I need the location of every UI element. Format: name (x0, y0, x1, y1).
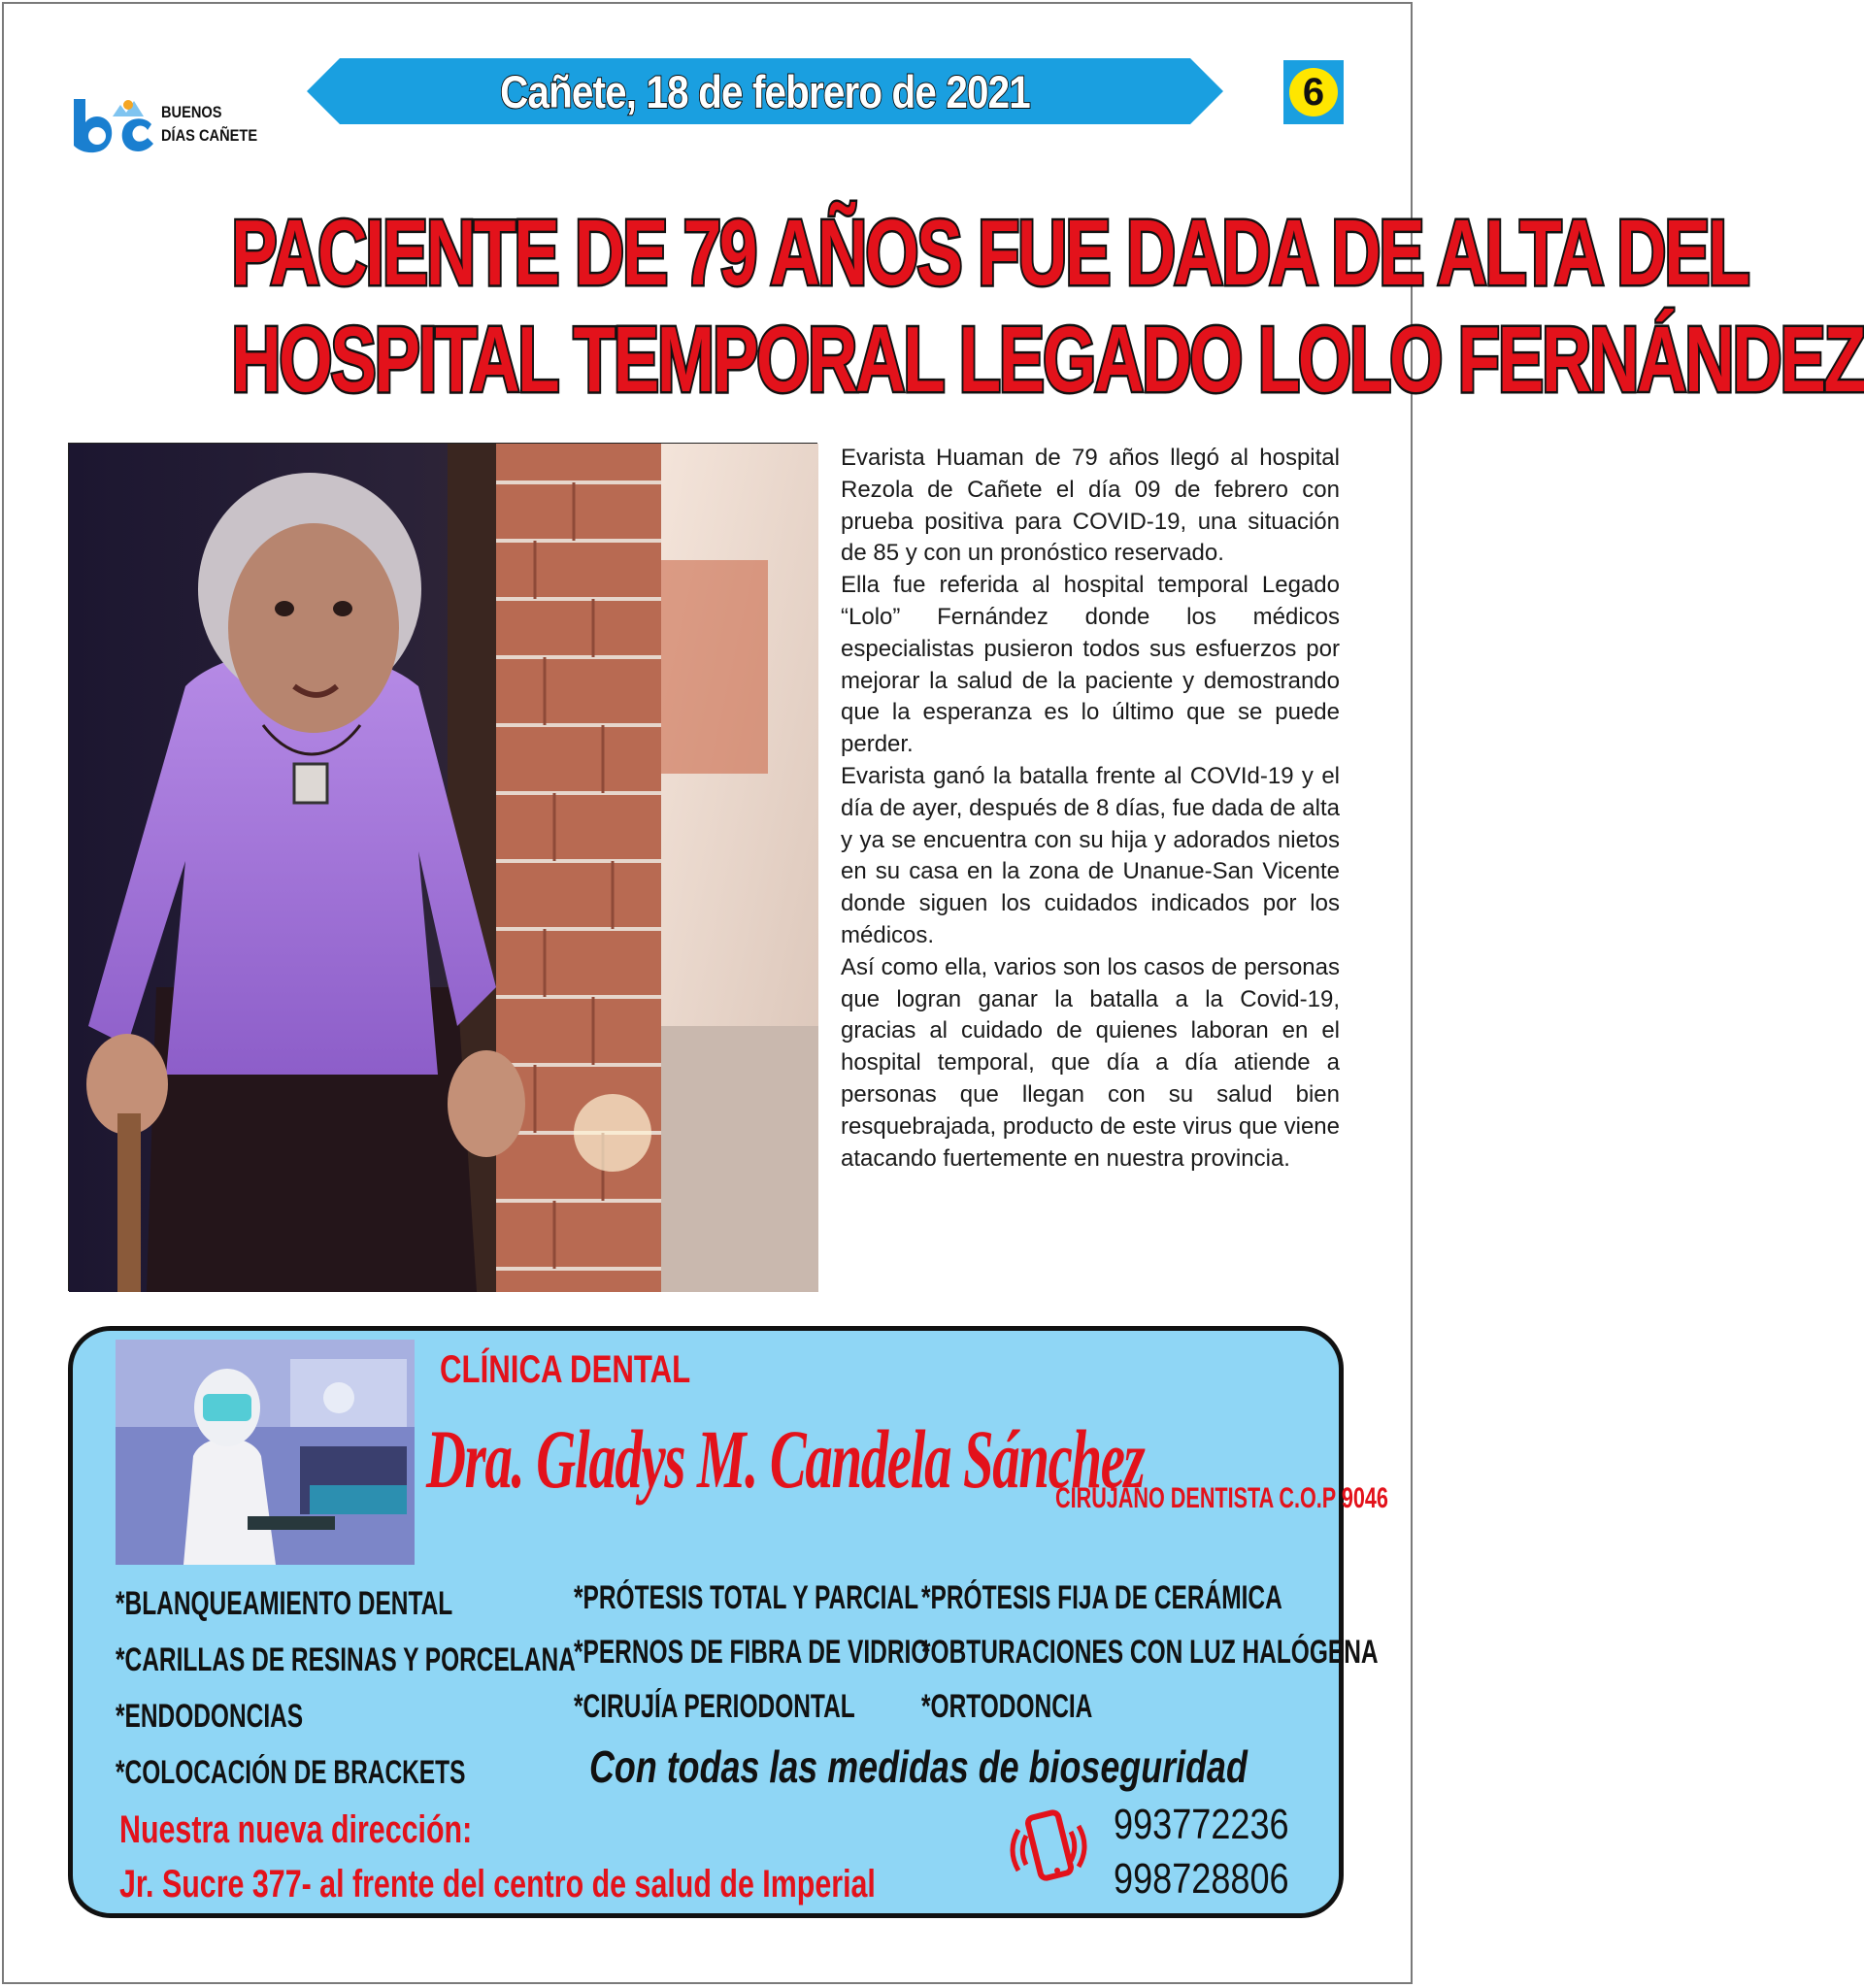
page-number-badge (1283, 60, 1344, 124)
page-number: 6 (1289, 68, 1338, 116)
phone-number: 998728806 (1114, 1855, 1289, 1903)
service-item: *PRÓTESIS TOTAL Y PARCIAL (574, 1579, 919, 1616)
logo-mark-icon (70, 95, 155, 155)
issue-date: Cañete, 18 de febrero de 2021 (500, 65, 1030, 117)
service-item: *CIRUJÍA PERIODONTAL (574, 1688, 855, 1725)
article-body (841, 443, 1340, 1175)
ad-dentist-photo (116, 1340, 415, 1565)
address: Jr. Sucre 377- al frente del centro de salud de Imperial (119, 1863, 876, 1905)
article-photo (68, 443, 817, 1291)
biosafety-note: Con todas las medidas de bioseguridad (589, 1741, 1248, 1792)
doctor-name: Dra. Gladys M. Candela Sánchez (426, 1412, 1145, 1506)
date-banner (307, 58, 1223, 124)
logo-text-line2: DÍAS CAÑETE (161, 126, 258, 145)
address-title: Nuestra nueva dirección: (119, 1808, 473, 1851)
service-item: *ORTODONCIA (921, 1688, 1093, 1725)
headline-line1: PACIENTE DE 79 AÑOS FUE DADA DE ALTA DEL (231, 201, 1748, 305)
article-paragraph-2: Ella fue referida al hospital temporal Legado “Lolo” Fernández donde los médicos especialistas pusieron todos sus esfuerzos por mejorar la salud de la paciente y demostrando que la esperanza es lo último que se puede perder. (841, 572, 1340, 758)
service-item: *OBTURACIONES CON LUZ HALÓGENA (921, 1634, 1379, 1671)
doctor-license: CIRUJANO DENTISTA C.O.P 9046 (1055, 1482, 1388, 1514)
logo-text (161, 101, 270, 148)
headline-line2: HOSPITAL TEMPORAL LEGADO LOLO FERNÁNDEZ (231, 308, 1864, 412)
article-paragraph-3: Evarista ganó la batalla frente al COVId-19 y el día de ayer, después de 8 días, fue dada de alta y ya se encuentra con su hija y adorados nietos en su casa en la zona de Unanue-San Vicente donde siguen los cuidados indicados por los médicos. (841, 762, 1340, 948)
newspaper-logo (70, 95, 283, 155)
service-item: *PERNOS DE FIBRA DE VIDRIO (574, 1634, 930, 1671)
service-item: *CARILLAS DE RESINAS Y PORCELANA (116, 1641, 576, 1678)
service-item: *COLOCACIÓN DE BRACKETS (116, 1754, 466, 1791)
clinic-title: CLÍNICA DENTAL (440, 1348, 691, 1391)
logo-text-line1: BUENOS (161, 103, 222, 121)
phone-icon (1005, 1801, 1092, 1898)
elderly-woman-photo-illustration (69, 444, 818, 1292)
headline (62, 200, 1864, 414)
dental-clinic-ad (68, 1326, 1388, 1918)
article-paragraph-4: Así como ella, varios son los casos de personas que logran ganar la batalla a la Covid-19, gracias al cuidado de quienes laboran en el hospital temporal, que día a día atiende a personas que llegan con su salud bien resquebrajada, producto de este virus que viene atacando fuertemente en nuestra provincia. (841, 953, 1340, 1172)
article-paragraph-1: Evarista Huaman de 79 años llegó al hospital Rezola de Cañete el día 09 de febrero con prueba positiva para COVID-19, una situación de 85 y con un pronóstico reservado. (841, 445, 1340, 567)
service-item: *ENDODONCIAS (116, 1698, 304, 1735)
dentist-photo-illustration (116, 1340, 415, 1565)
phone-number: 993772236 (1114, 1801, 1289, 1848)
service-item: *BLANQUEAMIENTO DENTAL (116, 1585, 453, 1622)
service-item: *PRÓTESIS FIJA DE CERÁMICA (921, 1579, 1282, 1616)
